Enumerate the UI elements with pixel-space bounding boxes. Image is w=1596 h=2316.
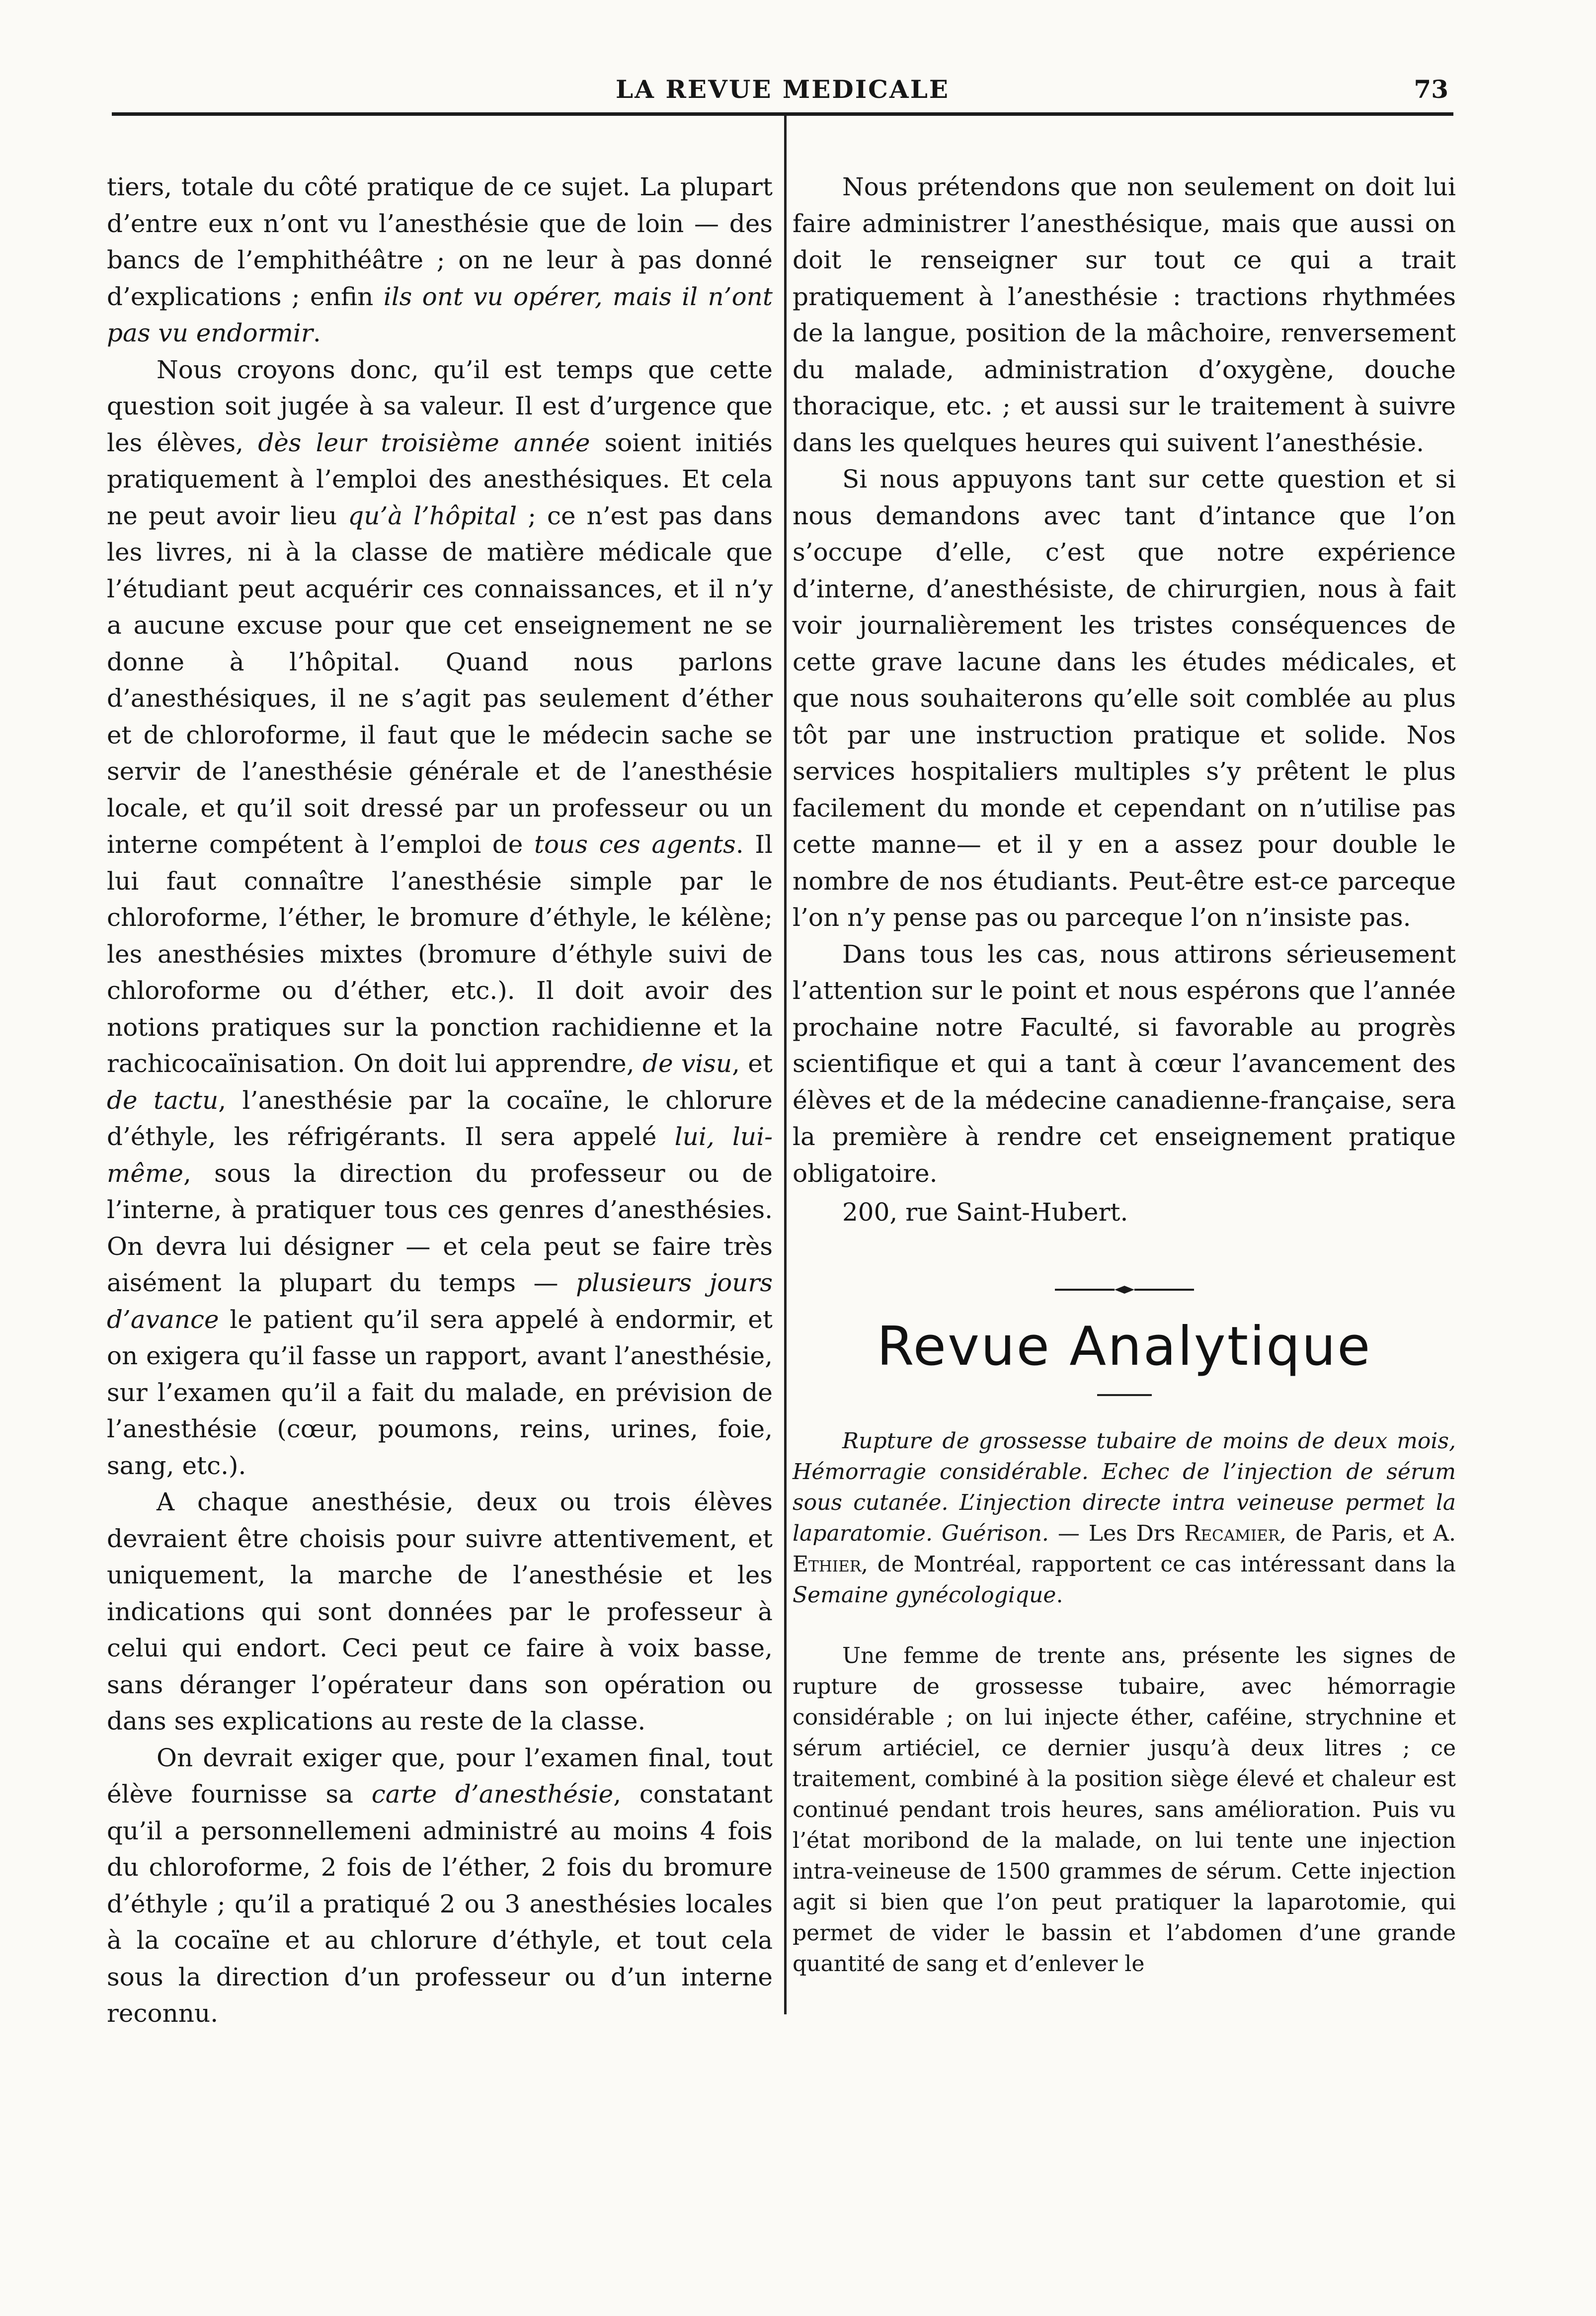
paragraph: tiers, totale du côté pratique de ce sujet. La plupart d’entre eux n’ont vu l’anesthésie que de loin — des bancs de l’emphithéâtre ; on ne leur à pas donné d’explications ; enfin ils ont vu opérer, mais il n’ont pas vu endormir. (107, 172, 773, 347)
paragraph: A chaque anesthésie, deux ou trois élèves devraient être choisis pour suivre attentivement, et uniquement, la marche de l’anesthésie et les indications qui sont données par le professeur à celui qui endort. Ceci peut ce faire à voix basse, sans déranger l’opérateur dans son opération ou dans ses explications au reste de la classe. (107, 1488, 773, 1736)
paragraph: Si nous appuyons tant sur cette question et si nous demandons avec tant d’intance que l’on s’occupe d’elle, c’est que notre expérience d’interne, d’anesthésiste, de chirurgien, nous à fait voir journalièrement les tristes conséquences de cette grave lacune dans les études médicales, et que nous souhaiterons qu’elle soit comblée au plus tôt par une instruction pratique et solide. Nos services hospitaliers multiples s’y prêtent le plus facilement du monde et cependant on n’utilise pas cette manne— et il y en a assez pour double le nombre de nos étudiants. Peut-être est-ce parceque l’on n’y pense pas ou parceque l’on n’insiste pas. (793, 465, 1456, 932)
address-line: 200, rue Saint-Hubert. (842, 1198, 1128, 1227)
section-title: Revue Analytique (877, 1315, 1372, 1378)
abstract-body: Une femme de trente ans, présente les signes de rupture de grossesse tubaire, avec hémorragie considérable ; on lui injecte éther, caféine, strychnine et sérum artiéciel, ce dernier jusqu’à deux litres ; ce traitement, combiné à la position siège élevé et chaleur est continué pendant trois heures, sans amélioration. Puis vu l’état moribond de la malade, on lui tente une injection intra-veineuse de 1500 grammes de sérum. Cette injection agit si bien que l’on peut pratiquer la laparotomie, qui permet de vider le bassin et l’abdomen d’une grande quantité de sang et d’enlever le (793, 1643, 1456, 1977)
abstract (793, 1426, 1456, 1980)
header-rule (112, 112, 1453, 116)
running-header (112, 75, 1453, 109)
paragraph: Nous croyons donc, qu’il est temps que cette question soit jugée à sa valeur. Il est d’urgence que les élèves, dès leur troisième année soient initiés pratiquement à l’emploi des anesthésiques. Et cela ne peut avoir lieu qu’à l’hôpital ; ce n’est pas dans les livres, ni à la classe de matière médicale que l’étudiant peut acquérir ces connaissances, et il n’y a aucune excuse pour que cet enseignement ne se donne à l’hôpital. Quand nous parlons d’anesthésiques, il ne s’agit pas seulement d’éther et de chloroforme, il faut que le médecin sache se servir de l’anesthésie générale et de l’anesthésie locale, et qu’il soit dressé par un professeur ou un interne compétent à l’emploi de tous ces agents. Il lui faut connaître l’anesthésie simple par le chloroforme, l’éther, le bromure d’éthyle, le kélène; les anesthésies mixtes (bromure d’éthyle suivi de chloroforme ou d’éther, etc.). Il doit avoir des notions pratiques sur la ponction rachidienne et la rachicocaïnisation. On doit lui apprendre, de visu, et de tactu, l’anesthésie par la cocaïne, le chlorure d’éthyle, les réfrigérants. Il sera appelé lui, lui-même, sous la direction du professeur ou de l’interne, à pratiquer tous ces genres d’anesthésies. On devra lui désigner — et cela peut se faire très aisément la plupart du temps — plusieurs jours d’avance le patient qu’il sera appelé à endormir, et on exigera qu’il fasse un rapport, avant l’anesthésie, sur l’examen qu’il a fait du malade, en prévision de l’anesthésie (cœur, poumons, reins, urines, foie, sang, etc.). (107, 355, 773, 1480)
column-divider (784, 116, 787, 2014)
abstract-heading: Rupture de grossesse tubaire de moins de deux mois, Hémorragie considérable. Echec de l’injection de sérum sous cutanée. L’injection directe intra veineuse permet la laparatomie. Guérison. — Les Drs Recamier, de Paris, et A. Ethier, de Montréal, rapportent ce cas intéressant dans la Semaine gynécologique. (793, 1428, 1456, 1608)
right-column (793, 169, 1456, 1980)
paragraph: Nous prétendons que non seulement on doit lui faire administrer l’anesthésique, mais que aussi on doit le renseigner sur tout ce qui a trait pratiquement à l’anesthésie : tractions rhythmées de la langue, position de la mâchoire, renversement du malade, administration d’oxygène, douche thoracique, etc. ; et aussi sur le traitement à suivre dans les quelques heures qui suivent l’anesthésie. (793, 172, 1456, 457)
paragraph: On devrait exiger que, pour l’examen final, tout élève fournisse sa carte d’anesthésie, constatant qu’il a personnellemeni administré au moins 4 fois du chloroforme, 2 fois de l’éther, 2 fois du bromure d’éthyle ; qu’il a pratiqué 2 ou 3 anesthésies locales à la cocaïne et au chlorure d’éthyle, et tout cela sous la direction d’un professeur ou d’un interne reconnu. (107, 1743, 773, 2028)
title-rule (1097, 1394, 1152, 1396)
paragraph: Dans tous les cas, nous attirons sérieusement l’attention sur le point et nous espérons que l’année prochaine notre Faculté, si favorable au progrès scientifique et qui a tant à cœur l’avancement des élèves et de la médecine canadienne-française, sera la première à rendre cet enseignement pratique obligatoire. (793, 939, 1456, 1188)
section-ornament (1055, 1280, 1194, 1300)
running-title: LA REVUE MEDICALE (616, 75, 950, 104)
left-column (107, 169, 773, 2032)
page-number: 73 (1414, 75, 1448, 104)
